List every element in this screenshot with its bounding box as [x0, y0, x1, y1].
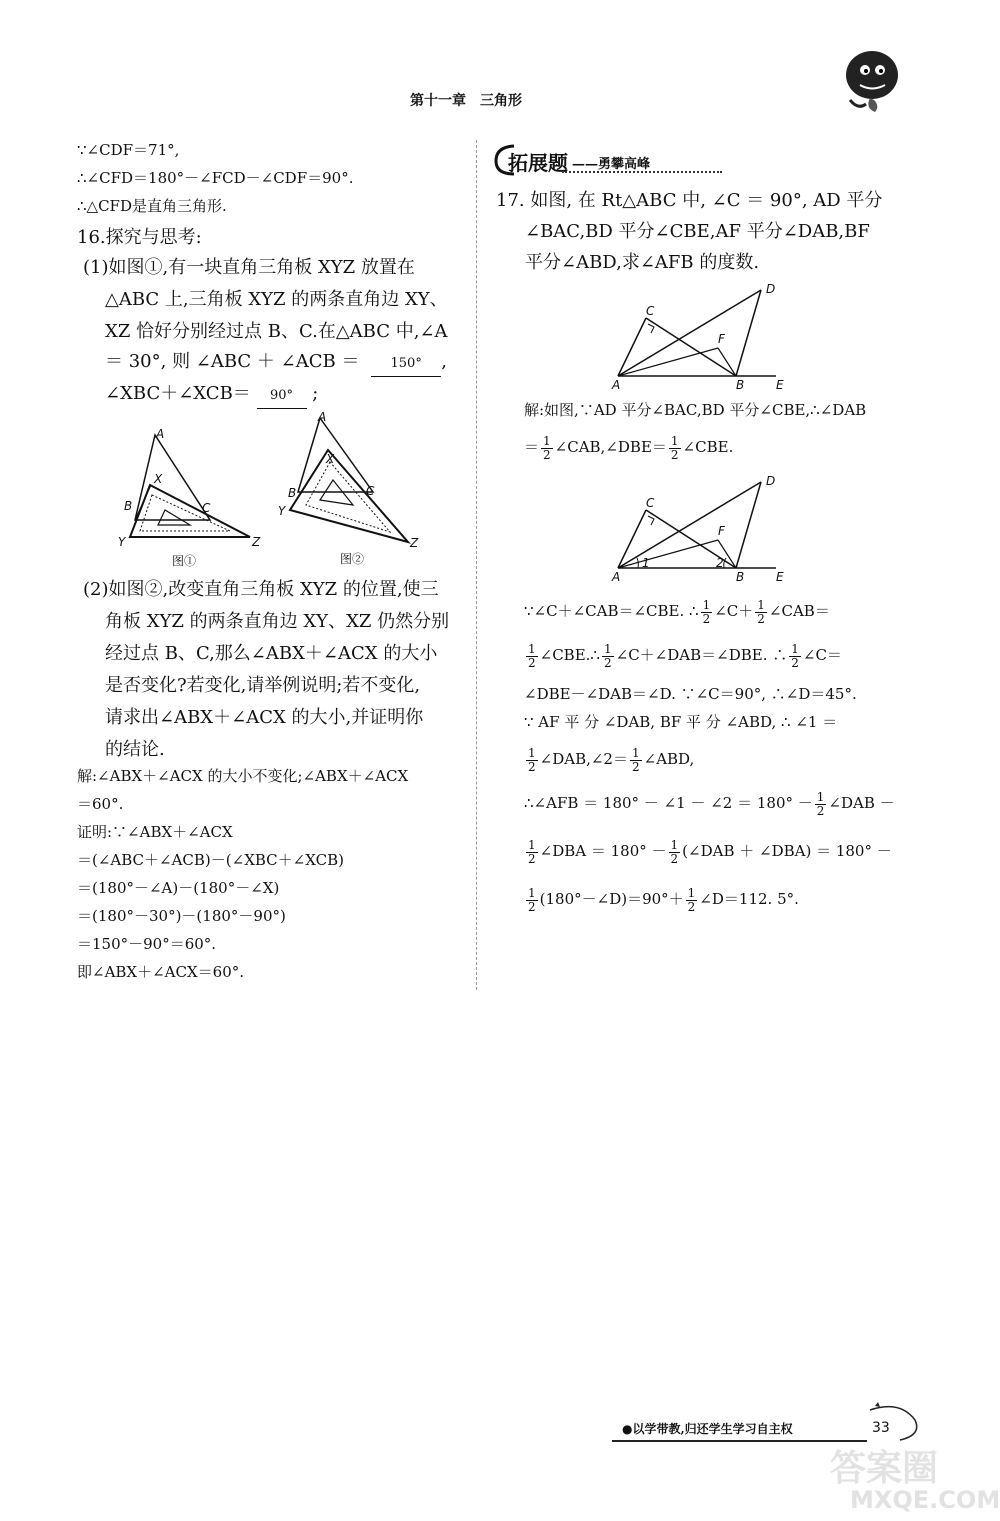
fig1-label-b: B [124, 499, 133, 513]
q17-sol-line-1: 解:如图,∵AD 平分∠BAC,BD 平分∠CBE,∴∠DAB [524, 401, 867, 419]
m2c: ∠C＝ [802, 646, 842, 664]
fig1-label-a: A [156, 427, 165, 441]
q16-solution-line-1: 解:∠ABX＋∠ACX 的大小不变化;∠ABX＋∠ACX [77, 767, 409, 785]
footer-slogan: ●以学带教,归还学生学习自主权 [622, 1422, 793, 1436]
q17-line-2: ∠BAC,BD 平分∠CBE,AF 平分∠DAB,BF [525, 221, 870, 242]
section-label: 拓展题 [508, 151, 568, 175]
math-line-5 [524, 744, 694, 774]
fig2-label-x: X [326, 452, 335, 466]
fig2-label-z: Z [410, 536, 419, 550]
fraction-half: $\frac{1}{2}$ [670, 837, 679, 866]
mascot-icon [830, 40, 910, 124]
q16-p1-line-2: △ABC 上,三角板 XYZ 的两条直角边 XY、 [105, 289, 448, 310]
fig2-caption: 图② [340, 552, 365, 566]
fig1-label-y: Y [118, 535, 126, 549]
q16-p2-line-2: 角板 XYZ 的两条直角边 XY、XZ 仍然分别 [105, 611, 450, 632]
m8b: ∠D＝112. 5°. [699, 890, 799, 908]
fig-top-label-a: A [612, 378, 621, 392]
fig2-label-y: Y [278, 504, 286, 518]
fraction-half: $\frac{1}{2}$ [528, 885, 536, 914]
fig-bottom-label-1: 1 [642, 556, 650, 570]
m8a: (180°－∠D)＝90°＋ [539, 890, 684, 908]
fig-top-label-c: C [646, 304, 655, 318]
q16-solution-line-2: ＝60°. [77, 795, 124, 813]
fig2-label-a: A [318, 410, 327, 424]
q17-figure-bottom [606, 474, 806, 586]
math-line-3: ∠DBE－∠DAB＝∠D. ∵∠C＝90°, ∴∠D＝45°. [524, 685, 857, 703]
watermark-logo [820, 1440, 1000, 1518]
fig2-label-c: C [366, 484, 375, 498]
column-divider [476, 140, 477, 990]
watermark-top-text: 答案圈 [830, 1448, 939, 1489]
q17-line-3: 平分∠ABD,求∠AFB 的度数. [525, 252, 760, 273]
m6a: ∴∠AFB ＝ 180° － ∠1 － ∠2 ＝ 180° － [524, 794, 813, 812]
fraction-half: $\frac{1}{2}$ [757, 597, 765, 626]
q16-solution-line-4: ＝(∠ABC＋∠ACB)－(∠XBC＋∠XCB) [77, 851, 344, 869]
q16-solution-line-8: 即∠ABX＋∠ACX＝60°. [77, 963, 245, 981]
math-line-8 [524, 884, 799, 914]
q16-p1-line-3: XZ 恰好分别经过点 B、C.在△ABC 中,∠A [105, 321, 448, 342]
m7a: ∠DBA ＝ 180° － [539, 842, 667, 860]
intro-line-2: ∴∠CFD＝180°－∠FCD－∠CDF＝90°. [77, 169, 354, 187]
section-dotted-rule [562, 171, 722, 173]
figure-2 [278, 410, 428, 570]
q16-p2-line-3: 经过点 B、C,那么∠ABX＋∠ACX 的大小 [105, 643, 438, 664]
math-line-4: ∵ AF 平 分 ∠DAB, BF 平 分 ∠ABD, ∴ ∠1 ＝ [524, 713, 838, 731]
section-sub: ——勇攀高峰 [572, 157, 651, 172]
fraction-half: $\frac{1}{2}$ [631, 745, 640, 774]
fraction-half: $\frac{1}{2}$ [603, 641, 612, 670]
fig1-label-x: X [154, 472, 163, 486]
m2b: ∠C＋∠DAB＝∠DBE. ∴ [615, 646, 788, 664]
q16-p2-line-5: 请求出∠ABX＋∠ACX 的大小,并证明你 [105, 707, 424, 728]
q16-p1-line-4-text: ＝ 30°, 则 ∠ABC ＋ ∠ACB ＝ [105, 351, 360, 372]
math-line-6 [524, 788, 895, 818]
fig-bottom-label-a: A [612, 570, 621, 584]
q16-p1-line-4: ＝ 30°, 则 ∠ABC ＋ ∠ACB ＝ 150° , [105, 350, 447, 377]
fig-bottom-label-e: E [776, 570, 784, 584]
fraction-half: $\frac{1}{2}$ [687, 885, 696, 914]
fraction-half: $\frac{1}{2}$ [528, 837, 536, 866]
fig1-label-z: Z [252, 535, 261, 549]
m5b: ∠ABD, [643, 750, 695, 768]
fraction-half: $\frac{1}{2}$ [543, 433, 551, 462]
chapter-title: 第十一章 三角形 [410, 93, 522, 109]
fraction-half: $\frac{1}{2}$ [816, 789, 825, 818]
m7b: (∠DAB ＋ ∠DBA) ＝ 180° － [682, 842, 892, 860]
fig-bottom-label-f: F [718, 524, 725, 538]
q16-p2-line-1: (2)如图②,改变直角三角板 XYZ 的位置,使三 [83, 579, 439, 600]
fig-top-label-d: D [766, 282, 776, 296]
math-line-2 [524, 640, 842, 670]
q17-sol-line-2 [524, 432, 733, 462]
watermark-bottom-text: MXQE.COM [850, 1486, 1000, 1514]
q16-solution-line-5: ＝(180°－∠A)－(180°－∠X) [77, 879, 280, 897]
sol2-b: ∠CAB,∠DBE＝ [554, 438, 667, 456]
q16-p1-line-5-prefix: ∠XBC＋∠XCB＝ [105, 383, 251, 404]
m5a: ∠DAB,∠2＝ [539, 750, 628, 768]
q16-p2-line-6: 的结论. [105, 739, 165, 760]
q16-solution-line-3: 证明:∵∠ABX＋∠ACX [77, 823, 233, 841]
q16-p1-line-5-suffix: ; [312, 383, 319, 404]
fig-bottom-label-b: B [736, 570, 745, 584]
sol2-a: ＝ [524, 438, 540, 456]
intro-line-1: ∵∠CDF＝71°, [77, 141, 180, 159]
intro-line-3: ∴△CFD是直角三角形. [77, 197, 227, 215]
fig-bottom-label-c: C [646, 496, 655, 510]
fraction-half: $\frac{1}{2}$ [670, 433, 679, 462]
fig1-label-c: C [202, 501, 211, 515]
fig-top-label-f: F [718, 332, 725, 346]
q16-title: 16.探究与思考: [77, 227, 202, 248]
page-number: 33 [872, 1420, 890, 1436]
section-header [492, 143, 732, 177]
sol2-c: ∠CBE. [682, 438, 734, 456]
figure-1 [110, 425, 270, 570]
q16-solution-line-7: ＝150°－90°＝60°. [77, 935, 217, 953]
fraction-half: $\frac{1}{2}$ [791, 641, 799, 670]
m1a: ∵∠C＋∠CAB＝∠CBE. ∴ [524, 602, 699, 620]
math-line-7 [524, 836, 892, 866]
fig1-caption: 图① [172, 554, 197, 568]
fraction-half: $\frac{1}{2}$ [702, 597, 711, 626]
q16-p1-line-5 [105, 382, 318, 409]
q16-solution-line-6: ＝(180°－30°)－(180°－90°) [77, 907, 286, 925]
m1c: ∠CAB＝ [768, 602, 830, 620]
fig-top-label-b: B [736, 378, 745, 392]
fig-top-label-e: E [776, 378, 784, 392]
m6b: ∠DAB － [828, 794, 895, 812]
fig-bottom-label-2: 2 [716, 556, 724, 570]
q16-p2-line-4: 是否变化?若变化,请举例说明;若不变化, [105, 675, 421, 696]
fig-bottom-label-d: D [766, 474, 776, 488]
math-line-1 [524, 596, 830, 626]
m1b: ∠C＋ [714, 602, 754, 620]
answer-blank-xbc: 90° [257, 384, 307, 409]
q16-p1-line-1: (1)如图①,有一块直角三角板 XYZ 放置在 [83, 257, 415, 278]
m2a: ∠CBE.∴ [539, 646, 600, 664]
answer-blank-abc: 150° [371, 352, 441, 377]
q17-figure-top [606, 282, 806, 394]
q17-line-1: 17. 如图, 在 Rt△ABC 中, ∠C ＝ 90°, AD 平分 [496, 190, 883, 211]
fraction-half: $\frac{1}{2}$ [528, 641, 536, 670]
fig2-label-b: B [288, 486, 297, 500]
fraction-half: $\frac{1}{2}$ [528, 745, 536, 774]
